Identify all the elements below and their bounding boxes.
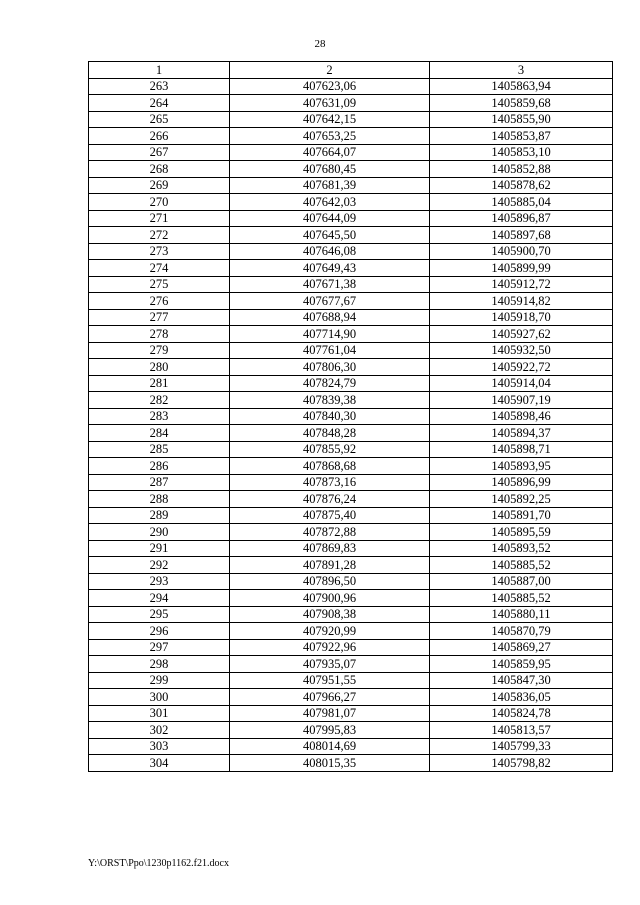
table-row: [89, 161, 613, 178]
table-row: [89, 128, 613, 145]
x-coordinate-cell: 407681,39: [230, 177, 430, 194]
y-coordinate-cell: 1405895,59: [430, 524, 613, 541]
point-number-cell: 287: [89, 474, 230, 491]
y-coordinate-cell: 1405798,82: [430, 755, 613, 772]
table-row: [89, 639, 613, 656]
x-coordinate-cell: 407876,24: [230, 491, 430, 508]
x-coordinate-cell: 407642,03: [230, 194, 430, 211]
file-path-footer: Y:\ORST\Ppo\1230p1162.f21.docx: [88, 858, 229, 869]
y-coordinate-cell: 1405885,52: [430, 590, 613, 607]
y-coordinate-cell: 1405898,71: [430, 441, 613, 458]
table-row: [89, 260, 613, 277]
y-coordinate-cell: 1405900,70: [430, 243, 613, 260]
table-row: [89, 111, 613, 128]
table-row: [89, 573, 613, 590]
x-coordinate-cell: 407839,38: [230, 392, 430, 409]
point-number-cell: 272: [89, 227, 230, 244]
point-number-cell: 282: [89, 392, 230, 409]
point-number-cell: 277: [89, 309, 230, 326]
x-coordinate-cell: 407806,30: [230, 359, 430, 376]
point-number-cell: 274: [89, 260, 230, 277]
header-cell-3: 3: [430, 62, 613, 79]
point-number-cell: 299: [89, 672, 230, 689]
x-coordinate-cell: 407649,43: [230, 260, 430, 277]
point-number-cell: 268: [89, 161, 230, 178]
table-row: [89, 722, 613, 739]
y-coordinate-cell: 1405859,68: [430, 95, 613, 112]
y-coordinate-cell: 1405898,46: [430, 408, 613, 425]
table-row: [89, 243, 613, 260]
x-coordinate-cell: 407848,28: [230, 425, 430, 442]
table-row: [89, 293, 613, 310]
point-number-cell: 276: [89, 293, 230, 310]
y-coordinate-cell: 1405836,05: [430, 689, 613, 706]
table-row: [89, 524, 613, 541]
x-coordinate-cell: 407920,99: [230, 623, 430, 640]
x-coordinate-cell: 407688,94: [230, 309, 430, 326]
table-row: [89, 755, 613, 772]
point-number-cell: 290: [89, 524, 230, 541]
point-number-cell: 275: [89, 276, 230, 293]
y-coordinate-cell: 1405880,11: [430, 606, 613, 623]
x-coordinate-cell: 407891,28: [230, 557, 430, 574]
point-number-cell: 289: [89, 507, 230, 524]
x-coordinate-cell: 407677,67: [230, 293, 430, 310]
y-coordinate-cell: 1405853,87: [430, 128, 613, 145]
point-number-cell: 297: [89, 639, 230, 656]
y-coordinate-cell: 1405853,10: [430, 144, 613, 161]
table-row: [89, 177, 613, 194]
table-row: [89, 425, 613, 442]
table-row: [89, 441, 613, 458]
y-coordinate-cell: 1405863,94: [430, 78, 613, 95]
table-row: [89, 738, 613, 755]
x-coordinate-cell: 407671,38: [230, 276, 430, 293]
table-row: [89, 309, 613, 326]
y-coordinate-cell: 1405894,37: [430, 425, 613, 442]
x-coordinate-cell: 407646,08: [230, 243, 430, 260]
table-row: [89, 491, 613, 508]
x-coordinate-cell: 407900,96: [230, 590, 430, 607]
table-row: [89, 672, 613, 689]
y-coordinate-cell: 1405912,72: [430, 276, 613, 293]
point-number-cell: 271: [89, 210, 230, 227]
table-row: [89, 375, 613, 392]
table-row: [89, 78, 613, 95]
y-coordinate-cell: 1405918,70: [430, 309, 613, 326]
y-coordinate-cell: 1405892,25: [430, 491, 613, 508]
table-row: [89, 689, 613, 706]
point-number-cell: 263: [89, 78, 230, 95]
x-coordinate-cell: 407951,55: [230, 672, 430, 689]
y-coordinate-cell: 1405922,72: [430, 359, 613, 376]
x-coordinate-cell: 407966,27: [230, 689, 430, 706]
table-row: [89, 408, 613, 425]
point-number-cell: 269: [89, 177, 230, 194]
point-number-cell: 284: [89, 425, 230, 442]
table-row: [89, 95, 613, 112]
table-row: [89, 656, 613, 673]
point-number-cell: 298: [89, 656, 230, 673]
y-coordinate-cell: 1405899,99: [430, 260, 613, 277]
x-coordinate-cell: 407935,07: [230, 656, 430, 673]
point-number-cell: 296: [89, 623, 230, 640]
point-number-cell: 273: [89, 243, 230, 260]
y-coordinate-cell: 1405893,95: [430, 458, 613, 475]
point-number-cell: 295: [89, 606, 230, 623]
y-coordinate-cell: 1405893,52: [430, 540, 613, 557]
point-number-cell: 281: [89, 375, 230, 392]
x-coordinate-cell: 407642,15: [230, 111, 430, 128]
table-row: [89, 210, 613, 227]
x-coordinate-cell: 407824,79: [230, 375, 430, 392]
y-coordinate-cell: 1405891,70: [430, 507, 613, 524]
y-coordinate-cell: 1405885,52: [430, 557, 613, 574]
point-number-cell: 265: [89, 111, 230, 128]
table-row: [89, 342, 613, 359]
table-row: [89, 227, 613, 244]
point-number-cell: 283: [89, 408, 230, 425]
table-header-row: [89, 62, 613, 79]
y-coordinate-cell: 1405870,79: [430, 623, 613, 640]
x-coordinate-cell: 407855,92: [230, 441, 430, 458]
y-coordinate-cell: 1405859,95: [430, 656, 613, 673]
y-coordinate-cell: 1405896,87: [430, 210, 613, 227]
point-number-cell: 291: [89, 540, 230, 557]
x-coordinate-cell: 407680,45: [230, 161, 430, 178]
point-number-cell: 270: [89, 194, 230, 211]
x-coordinate-cell: 407875,40: [230, 507, 430, 524]
table-row: [89, 474, 613, 491]
point-number-cell: 280: [89, 359, 230, 376]
table-row: [89, 326, 613, 343]
x-coordinate-cell: 407869,83: [230, 540, 430, 557]
table-body: [89, 62, 613, 772]
x-coordinate-cell: 407922,96: [230, 639, 430, 656]
table-row: [89, 359, 613, 376]
y-coordinate-cell: 1405878,62: [430, 177, 613, 194]
y-coordinate-cell: 1405914,82: [430, 293, 613, 310]
point-number-cell: 294: [89, 590, 230, 607]
point-number-cell: 300: [89, 689, 230, 706]
point-number-cell: 278: [89, 326, 230, 343]
point-number-cell: 264: [89, 95, 230, 112]
x-coordinate-cell: 407645,50: [230, 227, 430, 244]
point-number-cell: 288: [89, 491, 230, 508]
point-number-cell: 302: [89, 722, 230, 739]
x-coordinate-cell: 407631,09: [230, 95, 430, 112]
x-coordinate-cell: 407873,16: [230, 474, 430, 491]
coordinates-table: [88, 61, 613, 772]
point-number-cell: 266: [89, 128, 230, 145]
x-coordinate-cell: 408014,69: [230, 738, 430, 755]
y-coordinate-cell: 1405855,90: [430, 111, 613, 128]
y-coordinate-cell: 1405885,04: [430, 194, 613, 211]
x-coordinate-cell: 407840,30: [230, 408, 430, 425]
x-coordinate-cell: 407896,50: [230, 573, 430, 590]
y-coordinate-cell: 1405799,33: [430, 738, 613, 755]
x-coordinate-cell: 407714,90: [230, 326, 430, 343]
y-coordinate-cell: 1405927,62: [430, 326, 613, 343]
x-coordinate-cell: 407653,25: [230, 128, 430, 145]
x-coordinate-cell: 407644,09: [230, 210, 430, 227]
header-cell-1: 1: [89, 62, 230, 79]
x-coordinate-cell: 407761,04: [230, 342, 430, 359]
header-cell-2: 2: [230, 62, 430, 79]
table-row: [89, 458, 613, 475]
point-number-cell: 279: [89, 342, 230, 359]
y-coordinate-cell: 1405852,88: [430, 161, 613, 178]
y-coordinate-cell: 1405813,57: [430, 722, 613, 739]
y-coordinate-cell: 1405907,19: [430, 392, 613, 409]
table-row: [89, 144, 613, 161]
x-coordinate-cell: 407995,83: [230, 722, 430, 739]
x-coordinate-cell: 407623,06: [230, 78, 430, 95]
point-number-cell: 292: [89, 557, 230, 574]
y-coordinate-cell: 1405824,78: [430, 705, 613, 722]
y-coordinate-cell: 1405897,68: [430, 227, 613, 244]
table-row: [89, 623, 613, 640]
x-coordinate-cell: 407908,38: [230, 606, 430, 623]
table-row: [89, 392, 613, 409]
y-coordinate-cell: 1405847,30: [430, 672, 613, 689]
point-number-cell: 303: [89, 738, 230, 755]
table-row: [89, 590, 613, 607]
y-coordinate-cell: 1405932,50: [430, 342, 613, 359]
table-row: [89, 507, 613, 524]
point-number-cell: 293: [89, 573, 230, 590]
y-coordinate-cell: 1405869,27: [430, 639, 613, 656]
table-row: [89, 705, 613, 722]
x-coordinate-cell: 407664,07: [230, 144, 430, 161]
page-number: 28: [314, 38, 326, 50]
table-row: [89, 606, 613, 623]
point-number-cell: 267: [89, 144, 230, 161]
x-coordinate-cell: 407868,68: [230, 458, 430, 475]
y-coordinate-cell: 1405896,99: [430, 474, 613, 491]
point-number-cell: 285: [89, 441, 230, 458]
x-coordinate-cell: 408015,35: [230, 755, 430, 772]
table-row: [89, 557, 613, 574]
point-number-cell: 304: [89, 755, 230, 772]
table-row: [89, 194, 613, 211]
y-coordinate-cell: 1405914,04: [430, 375, 613, 392]
x-coordinate-cell: 407981,07: [230, 705, 430, 722]
point-number-cell: 286: [89, 458, 230, 475]
table-row: [89, 540, 613, 557]
point-number-cell: 301: [89, 705, 230, 722]
table-row: [89, 276, 613, 293]
y-coordinate-cell: 1405887,00: [430, 573, 613, 590]
x-coordinate-cell: 407872,88: [230, 524, 430, 541]
